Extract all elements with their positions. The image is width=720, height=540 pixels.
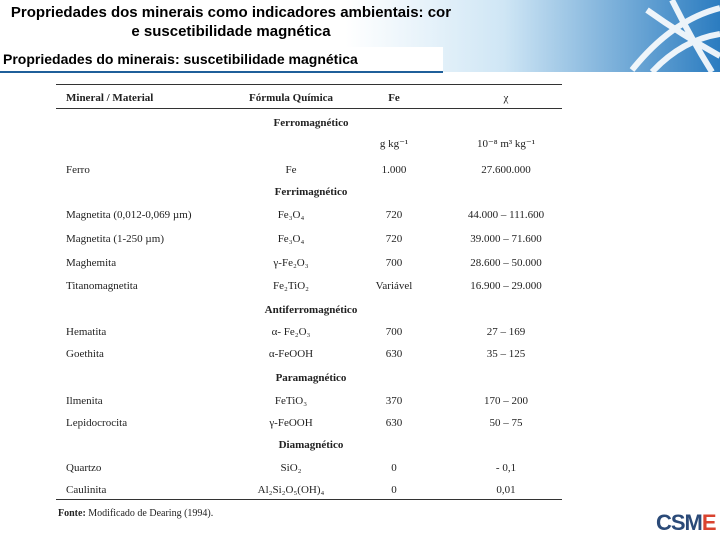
row-fe: 700 (385, 326, 403, 338)
row-chi: 50 – 75 (489, 417, 523, 429)
row-mineral: Magnetita (1-250 µm) (66, 233, 164, 245)
row-fe: Variável (375, 280, 413, 292)
row-mineral: Lepidocrocita (66, 417, 128, 429)
row-chi: 16.900 – 29.000 (470, 280, 542, 292)
row-formula: Al₂Si₂O₅(OH)₄ (257, 484, 325, 496)
page-title: Propriedades dos minerais como indicadores ambientais: cor e suscetibilidade magnética (10, 4, 452, 40)
row-mineral: Quartzo (66, 462, 102, 474)
row-fe: 0 (391, 484, 397, 496)
globe-icon (612, 0, 720, 72)
category-antiferromagnetic: Antiferromagnético (264, 304, 358, 316)
header-chi: χ (503, 92, 509, 104)
subtitle-bar (0, 47, 443, 73)
header-fe: Fe (388, 92, 400, 104)
row-formula: Fe₃O₄ (277, 233, 305, 245)
row-mineral: Maghemita (66, 257, 117, 269)
header-formula: Fórmula Química (248, 92, 334, 104)
row-formula: α-FeOOH (268, 348, 314, 360)
row-formula: Fe (285, 164, 297, 176)
row-fe: 700 (385, 257, 403, 269)
row-chi: 170 – 200 (484, 395, 528, 407)
source-text: Modificado de Dearing (1994). (88, 508, 214, 519)
logo-main-text: CSM (656, 510, 702, 535)
row-fe: 370 (385, 395, 403, 407)
table-header-rule (56, 108, 562, 109)
table-source (58, 508, 213, 519)
table-bottom-rule (56, 499, 562, 500)
row-formula: γ-FeOOH (269, 417, 313, 429)
row-mineral: Titanomagnetita (66, 280, 138, 292)
row-formula: α- Fe₂O₃ (271, 326, 311, 338)
logo-accent-text: E (701, 510, 716, 535)
row-chi: 44.000 – 111.600 (467, 209, 545, 221)
row-fe: 720 (385, 233, 403, 245)
row-formula: Fe₂TiO₂ (272, 280, 309, 292)
section-subtitle: Propriedades do minerais: suscetibilidade magnética (3, 51, 358, 67)
source-label: Fonte: (58, 508, 86, 519)
unit-fe: g kg⁻¹ (379, 138, 409, 150)
row-chi: 27.600.000 (481, 164, 531, 176)
row-fe: 630 (385, 348, 403, 360)
row-chi: 35 – 125 (486, 348, 526, 360)
category-paramagnetic: Paramagnético (275, 372, 347, 384)
susceptibility-table (56, 80, 562, 500)
row-chi: 39.000 – 71.600 (470, 233, 542, 245)
row-formula: SiO₂ (280, 462, 302, 474)
category-ferromagnetic: Ferromagnético (273, 117, 349, 129)
row-formula: FeTiO₃ (274, 395, 308, 407)
row-chi: 28.600 – 50.000 (470, 257, 542, 269)
row-mineral: Caulinita (66, 484, 107, 496)
row-mineral: Magnetita (0,012-0,069 µm) (66, 209, 192, 221)
row-mineral: Ilmenita (66, 395, 103, 407)
header-mineral: Mineral / Material (66, 92, 154, 104)
row-fe: 0 (391, 462, 397, 474)
row-fe: 720 (385, 209, 403, 221)
row-chi: - 0,1 (495, 462, 517, 474)
category-diamagnetic: Diamagnético (278, 439, 344, 451)
row-fe: 630 (385, 417, 403, 429)
unit-chi: 10⁻⁸ m³ kg⁻¹ (476, 138, 536, 150)
row-chi: 27 – 169 (486, 326, 526, 338)
row-formula: Fe₃O₄ (277, 209, 305, 221)
category-ferrimagnetic: Ferrimagnético (274, 186, 348, 198)
row-chi: 0,01 (496, 484, 516, 496)
table-top-rule (56, 84, 562, 85)
row-mineral: Ferro (66, 164, 90, 176)
csme-logo (656, 510, 716, 536)
row-mineral: Goethita (66, 348, 104, 360)
row-fe: 1.000 (381, 164, 407, 176)
row-mineral: Hematita (66, 326, 107, 338)
row-formula: γ-Fe₂O₃ (273, 257, 309, 269)
